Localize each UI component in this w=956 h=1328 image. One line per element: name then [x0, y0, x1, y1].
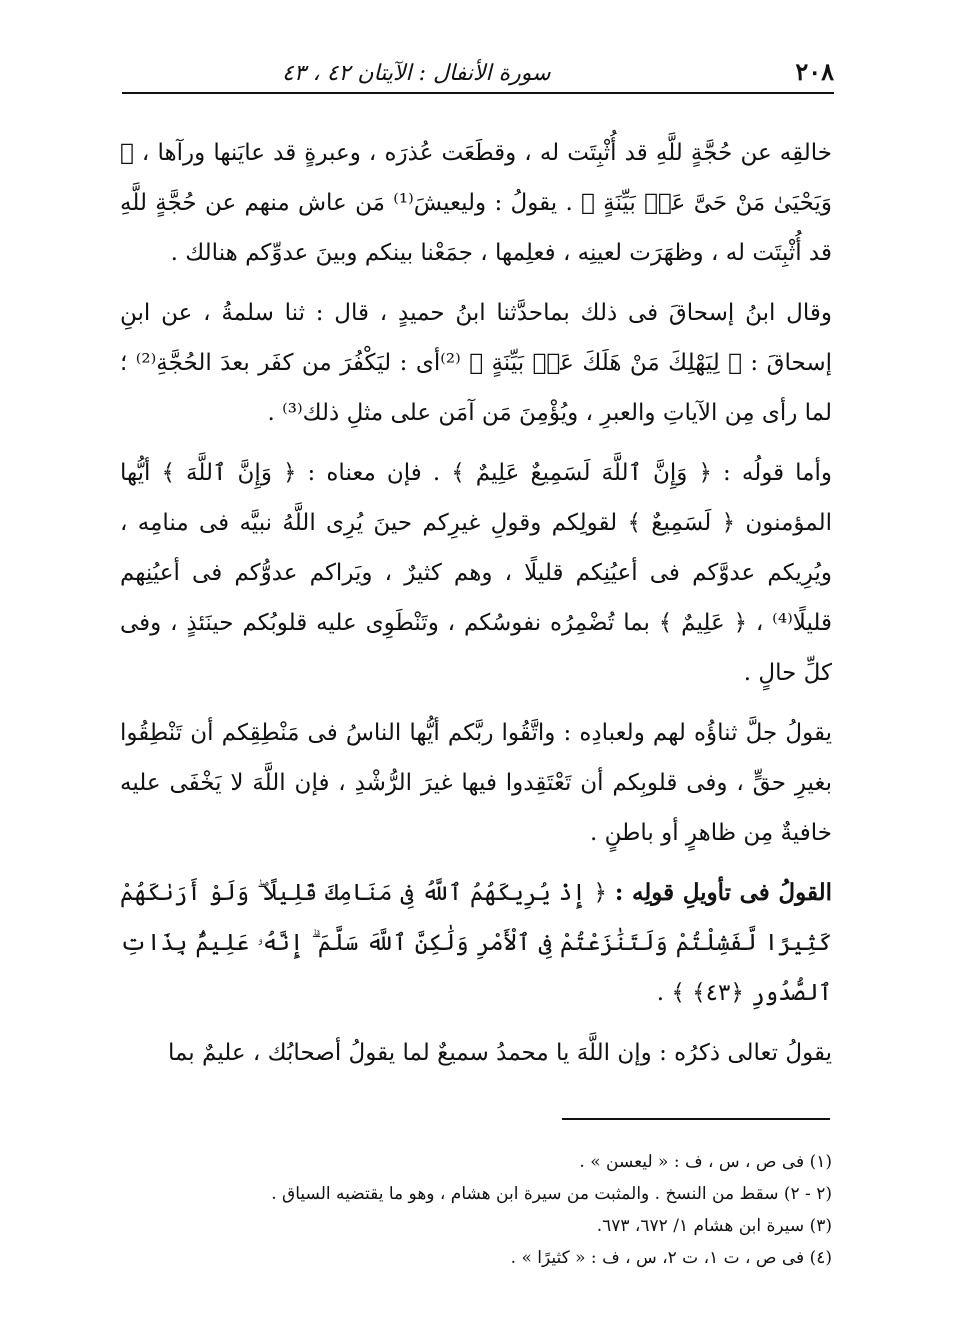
footnote-divider	[562, 1118, 830, 1120]
page-header	[122, 50, 834, 94]
paragraph-text: يقولُ جلَّ ثناؤُه لهم ولعبادِه : واتَّقُوا ربَّكم أيُّها الناسُ فى مَنْطِقِكم أن تَنْطِقُوا بغيرِ حقٍّ ، وفى قلوبِكم أن تَعْتَقِدوا فيها غيرَ الرُّشْدِ ، فإن اللَّهَ لا يَخْفَى عليه خافيةٌ مِن ظاهرٍ أو باطنٍ .	[120, 720, 832, 846]
paragraph	[120, 288, 832, 438]
section-heading: القولُ فى تأويلِ قولِه :	[614, 879, 832, 906]
page-number: ٢٠٨	[795, 57, 834, 86]
body-text	[120, 128, 832, 1088]
paragraph-text: وأما قولُه : ﴿ وَإِنَّ ٱللَّهَ لَسَمِيعٌ عَلِيمٌ ﴾ . فإن معناه : ﴿ وَإِنَّ ٱللَّهَ ﴾ أيُّها المؤمنون ﴿ لَسَمِيعٌ ﴾ لقولِكم وقولِ غيرِكم حينَ يُرِى اللَّهُ نبيَّه فى منامِه ، ويُرِيكم عدوَّكم فى أعيُنِكم قليلًا ، وهم كثيرٌ ، ويَراكم عدوُّكم فى أعيُنِهم قليلًا⁽⁴⁾ ، ﴿ عَلِيمٌ ﴾ بما تُضْمِرُه نفوسُكم ، وتَنْطَوِى عليه قلوبُكم حينَئذٍ ، وفى كلِّ حالٍ .	[120, 460, 832, 686]
footnotes	[120, 1146, 832, 1274]
paragraph	[120, 1028, 832, 1078]
paragraph-text: خالقِه عن حُجَّةٍ للَّهِ قد أُثْبِتَت له ، وقطَعَت عُذرَه ، وعبرةٍ قد عايَنها ورآها ، ﴿ وَيَحْيَىٰ مَنْ حَىَّ عَنۢ بَيِّنَةٍ ﴾ . يقولُ : وليعيشَ⁽¹⁾ مَن عاش منهم عن حُجَّةٍ للَّهِ قد أُثْبِتَت له ، وظهَرَت لعينِه ، فعلِمها ، جمَعْنا بينكم وبينَ عدوِّكم هنالك .	[120, 140, 832, 266]
paragraph	[120, 128, 832, 278]
paragraph	[120, 708, 832, 858]
footnote: (٢ - ٢) سقط من النسخ . والمثبت من سيرة ابن هشام ، وهو ما يقتضيه السياق .	[271, 1184, 832, 1204]
paragraph-text: يقولُ تعالى ذكرُه : وإن اللَّهَ يا محمدُ سميعٌ لما يقولُ أصحابُك ، عليمٌ بما	[168, 1040, 832, 1066]
section-heading-paragraph	[120, 868, 832, 1018]
paragraph-text: ﴿ إِذْ يُرِيكَهُمُ ٱللَّهُ فِى مَنَامِكَ قَلِيلًا ۖ وَلَوْ أَرَىٰكَهُمْ كَثِيرًا لَّفَشِلْتُمْ وَلَتَنَٰزَعْتُمْ فِى ٱلْأَمْرِ وَلَٰكِنَّ ٱللَّهَ سَلَّمَ ۗ إِنَّهُۥ عَلِيمٌۢ بِذَاتِ ٱلصُّدُورِ ﴿٤٣﴾ ﴾ .	[120, 880, 832, 1006]
paragraph-text: وقال ابنُ إسحاقَ فى ذلك بماحدَّثنا ابنُ حميدٍ ، قال : ثنا سلمةُ ، عن ابنِ إسحاقَ : ﴿ لِيَهْلِكَ مَنْ هَلَكَ عَنۢ بَيِّنَةٍ ﴾ ⁽²⁾أى : ليَكْفُرَ من كفَر بعدَ الحُجَّةِ⁽²⁾ ؛ لما رأى مِن الآياتِ والعبرِ ، ويُؤْمِنَ مَن آمَن على مثلِ ذلك⁽³⁾ .	[120, 300, 832, 426]
paragraph	[120, 448, 832, 698]
footnote: (١) فى ص ، س ، ف : « ليعسن » .	[579, 1152, 832, 1172]
footnote: (٤) فى ص ، ت ١، ت ٢، س ، ف : « كثيرًا » .	[510, 1248, 832, 1268]
footnote: (٣) سيرة ابن هشام ١/ ٦٧٢، ٦٧٣.	[596, 1216, 832, 1236]
running-title: سورة الأنفال : الآيتان ٤٢ ، ٤٣	[282, 61, 551, 86]
